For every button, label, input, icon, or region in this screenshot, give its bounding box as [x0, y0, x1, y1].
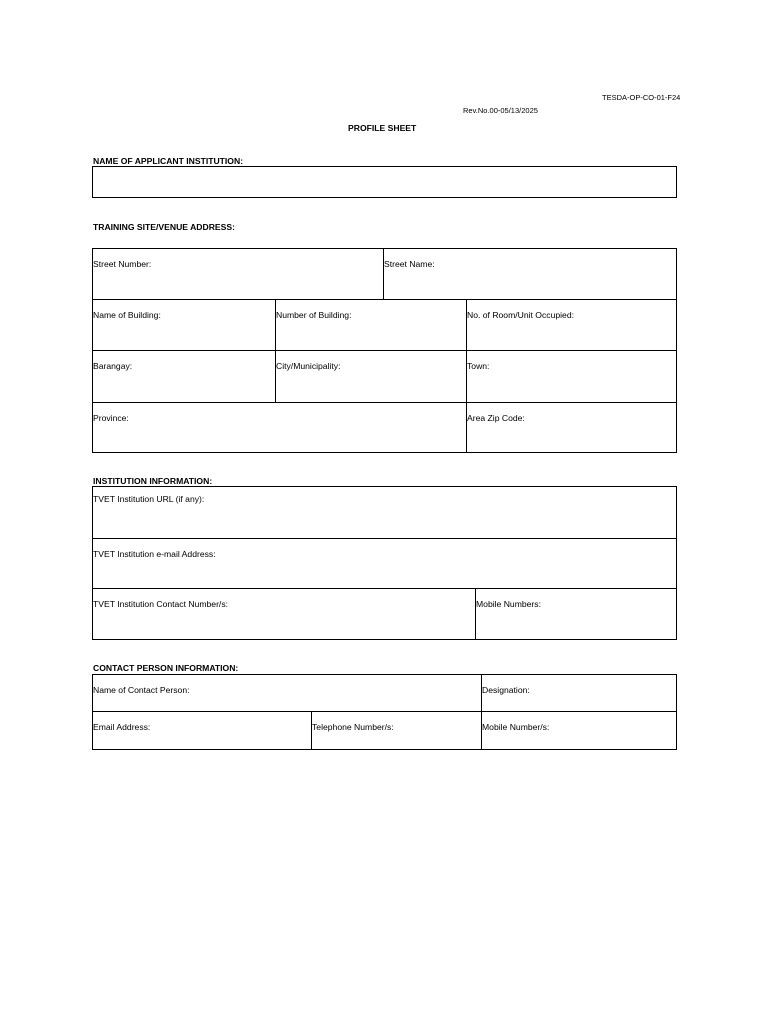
contact-mobile-field[interactable]	[481, 711, 677, 750]
revision-number: Rev.No.00-05/13/2025	[463, 106, 538, 115]
institution-email-field[interactable]	[92, 538, 677, 589]
province-field[interactable]	[92, 402, 467, 453]
institution-email-label: TVET Institution e-mail Address:	[93, 549, 216, 559]
telephone-field[interactable]	[311, 711, 482, 750]
institution-mobile-field[interactable]	[475, 588, 677, 640]
street-name-label: Street Name:	[384, 259, 435, 269]
barangay-label: Barangay:	[93, 361, 133, 371]
street-name-field[interactable]	[383, 248, 677, 300]
institution-url-field[interactable]	[92, 486, 677, 539]
applicant-name-field[interactable]	[92, 166, 677, 198]
town-label: Town:	[467, 361, 490, 371]
city-label: City/Municipality:	[276, 361, 341, 371]
building-name-field[interactable]	[92, 299, 276, 351]
contact-name-label: Name of Contact Person:	[93, 685, 190, 695]
province-label: Province:	[93, 413, 129, 423]
zip-code-label: Area Zip Code:	[467, 413, 525, 423]
applicant-heading: NAME OF APPLICANT INSTITUTION:	[93, 156, 244, 166]
room-unit-label: No. of Room/Unit Occupied:	[467, 310, 574, 320]
designation-field[interactable]	[481, 674, 677, 712]
institution-contact-label: TVET Institution Contact Number/s:	[93, 599, 229, 609]
institution-contact-field[interactable]	[92, 588, 476, 640]
street-number-field[interactable]	[92, 248, 384, 300]
institution-url-label: TVET Institution URL (if any):	[93, 494, 205, 504]
town-field[interactable]	[466, 350, 677, 403]
designation-label: Designation:	[482, 685, 530, 695]
institution-mobile-label: Mobile Numbers:	[476, 599, 541, 609]
street-number-label: Street Number:	[93, 259, 152, 269]
contact-name-field[interactable]	[92, 674, 482, 712]
venue-heading: TRAINING SITE/VENUE ADDRESS:	[93, 222, 235, 232]
institution-heading: INSTITUTION INFORMATION:	[93, 476, 213, 486]
telephone-label: Telephone Number/s:	[312, 722, 394, 732]
form-code: TESDA-OP-CO-01-F24	[602, 93, 681, 102]
contact-mobile-label: Mobile Number/s:	[482, 722, 550, 732]
building-name-label: Name of Building:	[93, 310, 161, 320]
page-title: PROFILE SHEET	[348, 123, 417, 133]
building-number-field[interactable]	[275, 299, 467, 351]
city-field[interactable]	[275, 350, 467, 403]
contact-email-field[interactable]	[92, 711, 312, 750]
building-number-label: Number of Building:	[276, 310, 352, 320]
contact-email-label: Email Address:	[93, 722, 151, 732]
room-unit-field[interactable]	[466, 299, 677, 351]
barangay-field[interactable]	[92, 350, 276, 403]
zip-code-field[interactable]	[466, 402, 677, 453]
contact-person-heading: CONTACT PERSON INFORMATION:	[93, 663, 239, 673]
